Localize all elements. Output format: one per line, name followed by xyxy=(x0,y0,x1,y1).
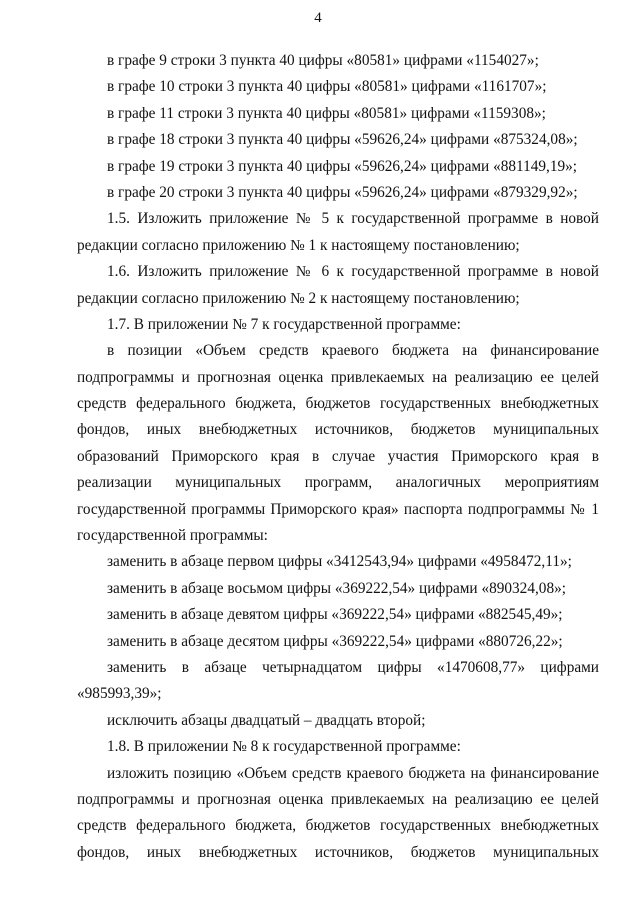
text-line: 1.5. Изложить приложение № 5 к государственной программе в новой xyxy=(107,210,599,228)
text-line: в графе 19 строки 3 пункта 40 цифры «59626,24» цифрами «881149,19»; xyxy=(107,157,578,175)
text-line: в графе 10 строки 3 пункта 40 цифры «80581» цифрами «1161707»; xyxy=(107,78,547,96)
text-line: реализации муниципальных программ, аналогичных мероприятиям xyxy=(77,474,599,492)
text-line: заменить в абзаце четырнадцатом цифры «1470608,77» цифрами xyxy=(107,658,599,676)
text-line: редакции согласно приложению № 1 к настоящему постановлению; xyxy=(77,236,520,254)
text-line: средств федерального бюджета, бюджетов государственных внебюджетных xyxy=(77,395,599,413)
text-line: государственной программы: xyxy=(77,527,268,545)
text-line: изложить позицию «Объем средств краевого бюджета на финансирование xyxy=(107,764,599,782)
text-line: государственной программы Приморского края» паспорта подпрограммы № 1 xyxy=(77,500,599,518)
text-line: исключить абзацы двадцатый – двадцать второй; xyxy=(107,711,426,729)
text-line: в графе 11 строки 3 пункта 40 цифры «80581» цифрами «1159308»; xyxy=(107,104,546,122)
page-number: 4 xyxy=(314,10,322,26)
text-line: редакции согласно приложению № 2 к настоящему постановлению; xyxy=(77,289,520,307)
text-line: 1.8. В приложении № 8 к государственной программе: xyxy=(107,738,461,756)
text-line: 1.7. В приложении № 7 к государственной программе: xyxy=(107,315,461,333)
text-line: образований Приморского края в случае участия Приморского края в xyxy=(77,447,599,465)
text-line: фондов, иных внебюджетных источников, бюджетов муниципальных xyxy=(77,421,599,439)
text-line: подпрограммы и прогнозная оценка привлекаемых на реализацию ее целей xyxy=(77,368,599,386)
text-line: в графе 9 строки 3 пункта 40 цифры «80581» цифрами «1154027»; xyxy=(107,52,539,69)
text-line: в графе 18 строки 3 пункта 40 цифры «59626,24» цифрами «875324,08»; xyxy=(107,131,578,149)
text-line: фондов, иных внебюджетных источников, бюджетов муниципальных xyxy=(77,843,599,861)
text-line: заменить в абзаце десятом цифры «369222,54» цифрами «880726,22»; xyxy=(107,632,563,650)
text-line: подпрограммы и прогнозная оценка привлекаемых на реализацию ее целей xyxy=(77,790,599,808)
text-line: заменить в абзаце восьмом цифры «369222,54» цифрами «890324,08»; xyxy=(107,579,567,597)
text-line: 1.6. Изложить приложение № 6 к государственной программе в новой xyxy=(107,263,599,281)
text-line: «985993,39»; xyxy=(77,685,162,703)
text-line: заменить в абзаце девятом цифры «369222,54» цифрами «882545,49»; xyxy=(107,606,563,624)
document-body xyxy=(77,48,599,866)
text-line: в позиции «Объем средств краевого бюджета на финансирование xyxy=(107,342,599,360)
text-line: в графе 20 строки 3 пункта 40 цифры «59626,24» цифрами «879329,92»; xyxy=(107,183,578,201)
text-line: заменить в абзаце первом цифры «3412543,94» цифрами «4958472,11»; xyxy=(107,553,572,571)
text-line: средств федерального бюджета, бюджетов государственных внебюджетных xyxy=(77,817,599,835)
